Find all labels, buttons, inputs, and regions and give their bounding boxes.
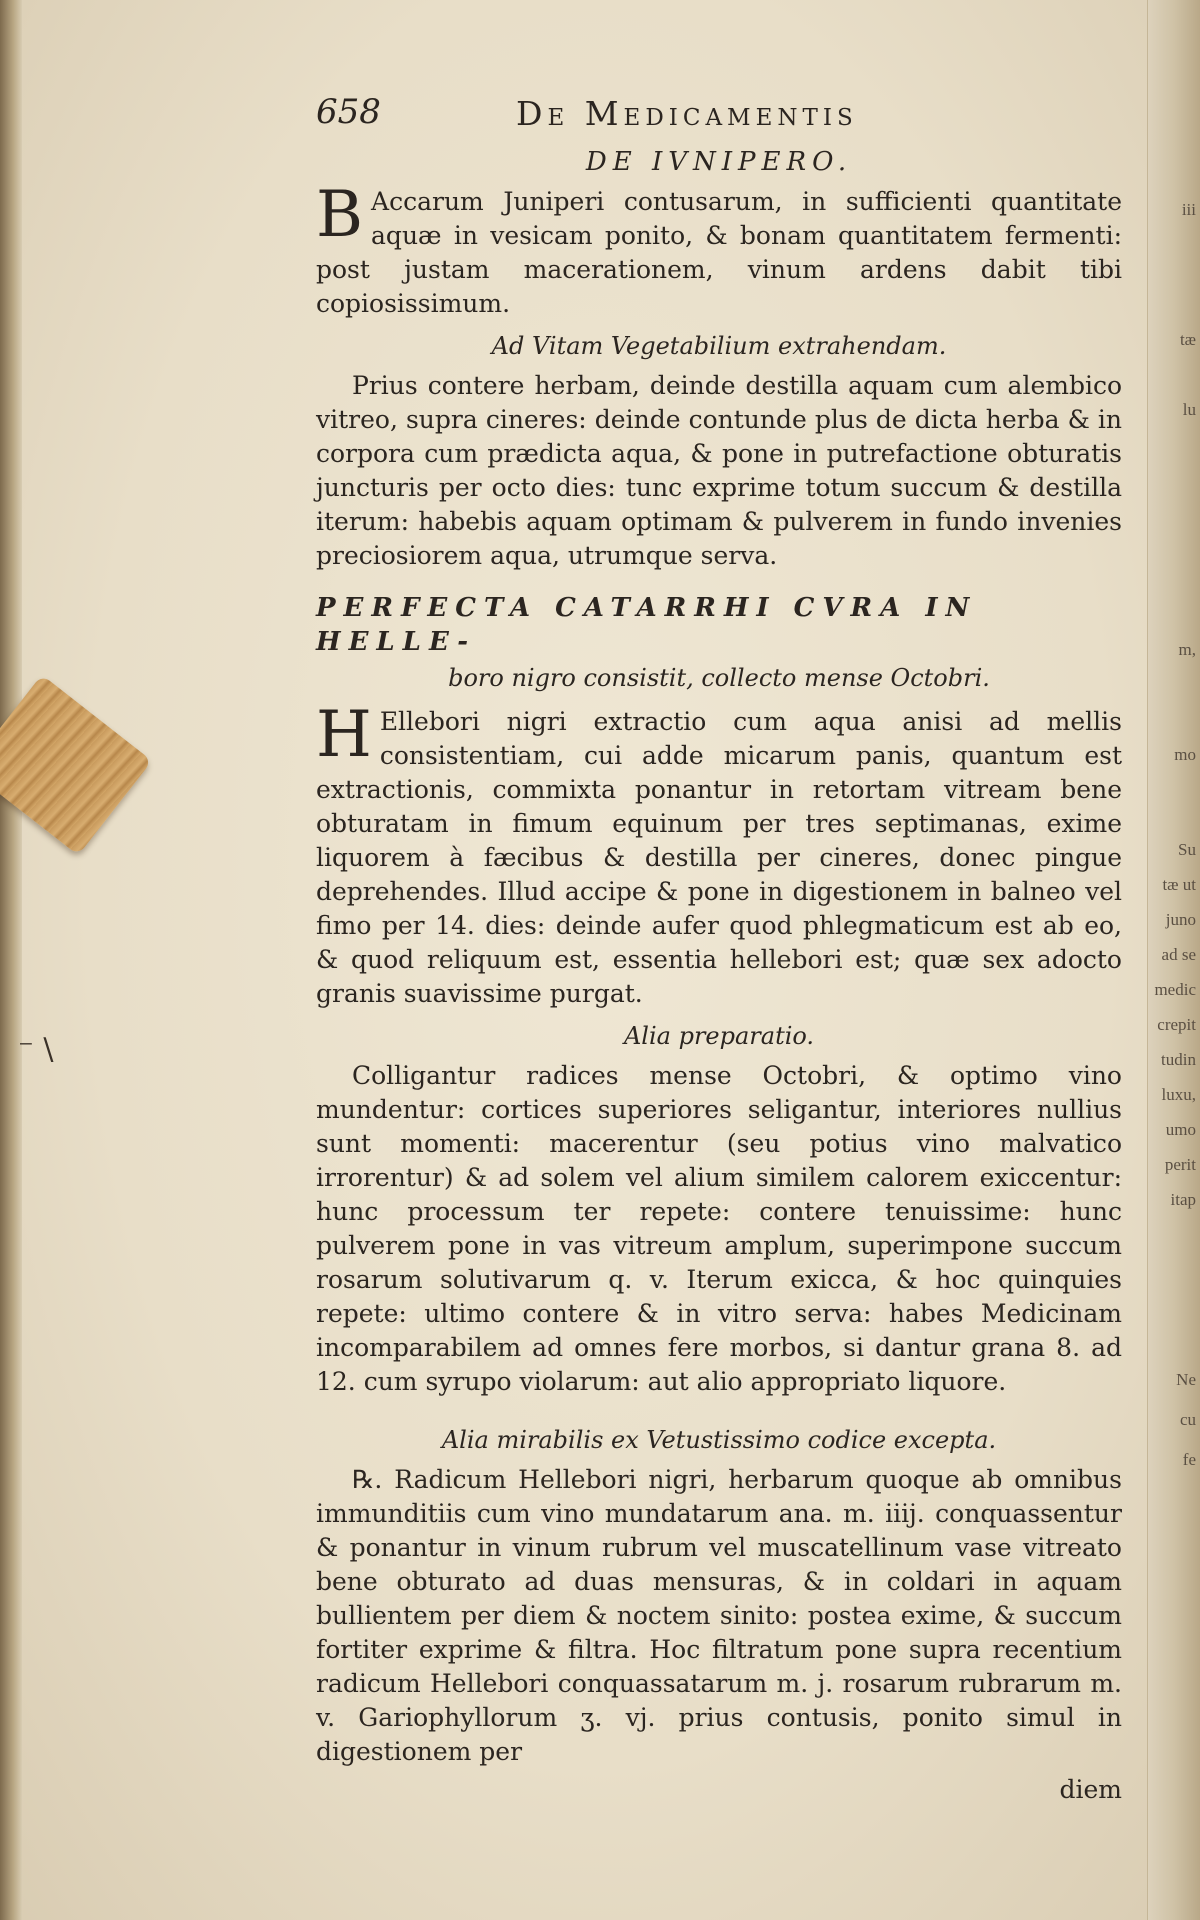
margin-fragment: umo bbox=[1165, 1120, 1196, 1139]
paragraph-text: Accarum Juniperi contusarum, in sufficienti quantitate aquæ in vesicam ponito, & bonam quantitatem fermenti: post justam macerationem, vinum ardens dabit tibi copiosissimum. bbox=[316, 187, 1122, 318]
paragraph-juniper bbox=[316, 178, 1122, 321]
page-text-block bbox=[316, 92, 1122, 1807]
section-title-alia: Alia preparatio. bbox=[623, 1022, 815, 1050]
margin-fragment: Su bbox=[1178, 840, 1196, 859]
margin-fragment: tudin bbox=[1161, 1050, 1196, 1069]
margin-fragment: perit bbox=[1164, 1155, 1196, 1174]
binding-gutter bbox=[0, 0, 22, 1920]
drop-cap: B bbox=[316, 178, 364, 252]
margin-fragment: crepit bbox=[1157, 1015, 1196, 1034]
facing-page-edge bbox=[1147, 0, 1200, 1920]
margin-fragment: Ne bbox=[1176, 1370, 1196, 1389]
page-number: 658 bbox=[316, 92, 381, 132]
margin-fragment: cu bbox=[1179, 1410, 1196, 1429]
margin-fragment: ad se bbox=[1161, 945, 1196, 964]
margin-fragment: juno bbox=[1165, 910, 1196, 929]
margin-fragment: lu bbox=[1182, 400, 1196, 419]
margin-fragment: tæ ut bbox=[1162, 875, 1196, 894]
page-header bbox=[316, 92, 1122, 145]
paragraph-alia: Colligantur radices mense Octobri, & optimo vino mundentur: cortices superiores seligantur, interiores nullius sunt momenti: macerentur (seu potius vino malvatico irrorentur) & ad solem vel alium similem calorem exiccentur: hunc processum ter repete: contere tenuissime: hunc pulverem pone in vas vitreum amplum, superimpone succum rosarum solutivarum q. v. Iterum exicca, & hoc quinquies repete: ultimo contere & in vitro serva: habes Medicinam incomparabilem ad omnes fere morbos, si dantur grana 8. ad 12. cum syrupo violarum: aut alio appropriato liquore. bbox=[316, 1061, 1122, 1396]
margin-mark: ⁻ \ bbox=[18, 1032, 54, 1067]
section-title-juniper: DE IVNIPERO. bbox=[585, 147, 853, 177]
margin-fragment: mo bbox=[1174, 745, 1196, 764]
margin-fragment: medic bbox=[1154, 980, 1196, 999]
margin-fragment: luxu, bbox=[1161, 1085, 1196, 1104]
section-title-catarrhi: PERFECTA CATARRHI CVRA IN HELLE- bbox=[316, 593, 978, 657]
paragraph-text: Ellebori nigri extractio cum aqua anisi ad mellis consistentiam, cui adde micarum panis, quantum est extractionis, commixta ponantur in retortam vitream bene obturatam in fimum equinum per tres septimanas, exime liquorem à fæcibus & destilla per cineres, donec pingue deprehendes. Illud accipe & pone in digestionem in balneo vel fimo per 14. dies: deinde aufer quod phlegmaticum est ab eo, & quod reliquum est, essentia helleborі est; quæ sex adocto granis suavissime purgat. bbox=[316, 707, 1122, 1008]
running-title: De Medicamentis bbox=[516, 94, 858, 133]
margin-fragment: m, bbox=[1178, 640, 1196, 659]
paragraph-mirabilis: ℞. Radicum Hellebori nigri, herbarum quoque ab omnibus immunditiis cum vino mundatarum ana. m. iiij. conquassentur & ponantur in vinum rubrum vel muscatellinum vase vitreato bene obturato ad duas mensuras, & in coldari in aquam bullientem per diem & noctem sinito: postea exime, & succum fortiter exprime & filtra. Hoc filtratum pone supra recentium radicum Hellebori conquassatarum m. j. rosarum rubrarum m. v. Gariophyllorum ʒ. vj. prius contusis, ponito simul in digestionem per bbox=[316, 1465, 1122, 1766]
margin-fragment: tæ bbox=[1179, 330, 1196, 349]
margin-fragment: iii bbox=[1181, 200, 1196, 219]
section-title-vita: Ad Vitam Vegetabilium extrahendam. bbox=[491, 332, 947, 360]
drop-cap: H bbox=[316, 698, 372, 772]
section-subtitle-catarrhi: boro nigro consistit, collecto mense Octobri. bbox=[448, 664, 990, 692]
paragraph-catarrhi bbox=[316, 698, 1122, 1011]
catchword: diem bbox=[1059, 1775, 1122, 1804]
bookmark-ribbon bbox=[0, 675, 152, 856]
margin-fragment: itap bbox=[1170, 1190, 1196, 1209]
margin-fragment: fe bbox=[1182, 1450, 1196, 1469]
section-title-mirabilis: Alia mirabilis ex Vetustissimo codice excepta. bbox=[441, 1426, 997, 1454]
paragraph-vita: Prius contere herbam, deinde destilla aquam cum alembico vitreo, supra cineres: deinde contunde plus de dicta herba & in corpora cum prædicta aqua, & pone in putrefactione obturatis juncturis per octo dies: tunc exprime totum succum & destilla iterum: habebis aquam optimam & pulverem in fundo invenies preciosiorem aqua, utrumque serva. bbox=[316, 371, 1122, 570]
